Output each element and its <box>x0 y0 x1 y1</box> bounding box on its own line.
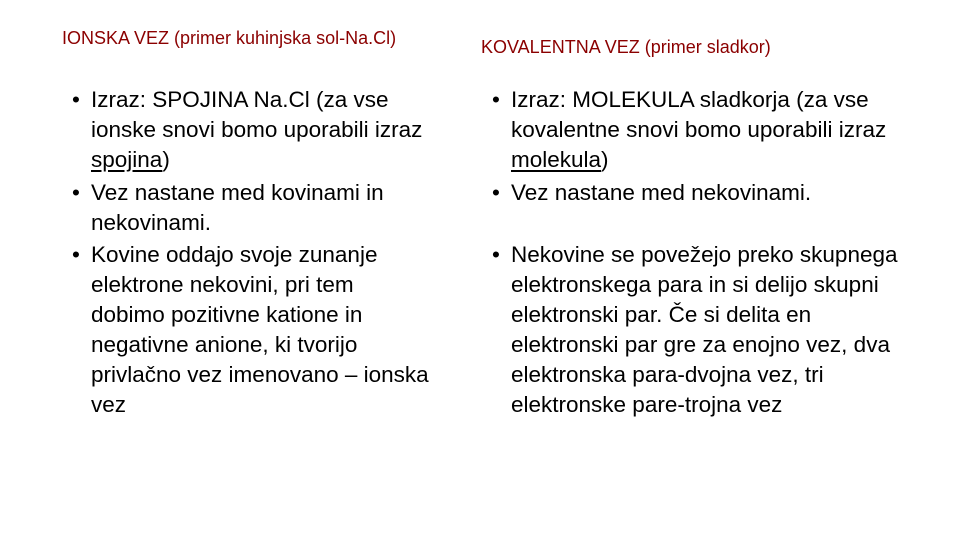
list-item-covalent-formation <box>492 178 902 208</box>
list-item-covalent-description <box>492 240 902 420</box>
item-text: Vez nastane med nekovinami. <box>511 180 812 205</box>
item-text: Izraz: MOLEKULA sladkorja (za vse kovalentne snovi bomo uporabili izraz <box>511 87 887 142</box>
item-text: Nekovine se povežejo preko skupnega elektronskega para in si delijo skupni elektronski par. Če si delita en elektronski par gre za enojno vez, dva elektronska para-dvojna vez, tri elektronske pare-trojna vez <box>511 242 898 417</box>
covalent-bond-heading: KOVALENTNA VEZ (primer sladkor) <box>481 37 771 57</box>
item-text: Kovine oddajo svoje zunanje elektrone nekovini, pri tem dobimo pozitivne katione in negativne anione, ki tvorijo privlačno vez imenovano – ionska vez <box>91 242 429 417</box>
bullet-icon: • <box>492 87 500 112</box>
bullet-icon: • <box>492 180 500 205</box>
item-text: Vez nastane med kovinami in nekovinami. <box>91 180 384 235</box>
bullet-icon: • <box>72 242 80 267</box>
list-item-covalent-term <box>492 85 902 175</box>
item-text: Izraz: SPOJINA Na.Cl (za vse ionske snovi bomo uporabili izraz <box>91 87 423 142</box>
term-molekula: molekula <box>511 147 602 172</box>
bullet-icon: • <box>492 242 500 267</box>
term-spojina: spojina <box>91 147 163 172</box>
covalent-bond-list <box>492 85 902 420</box>
list-item-ionic-description <box>72 240 432 420</box>
bullet-icon: • <box>72 87 80 112</box>
item-text: ) <box>601 147 609 172</box>
item-text: ) <box>162 147 170 172</box>
ionic-bond-heading: IONSKA VEZ (primer kuhinjska sol-Na.Cl) <box>62 28 397 48</box>
ionic-bond-list <box>72 85 432 420</box>
list-item-ionic-term <box>72 85 432 175</box>
bullet-icon: • <box>72 180 80 205</box>
list-item-ionic-formation <box>72 178 432 238</box>
